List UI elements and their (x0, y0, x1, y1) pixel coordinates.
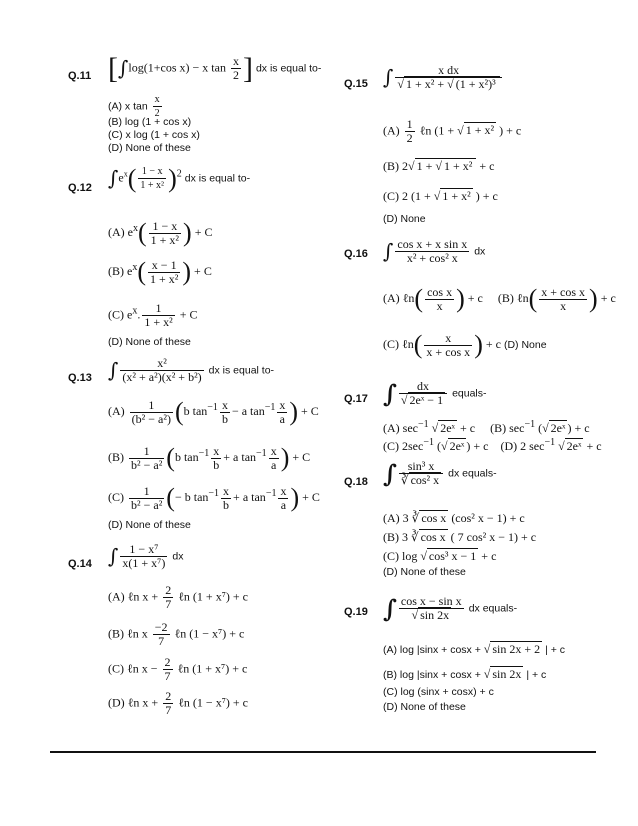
option-a: (A) 3 ∛ cos x (cos² x − 1) + c (383, 511, 525, 525)
question-number: Q.19 (344, 606, 368, 618)
question-tail: dx is equal to- (184, 172, 251, 185)
option-a: (A) $e^x$( $\frac{1 - x}{\text{1 + x²}}$ ) + C (108, 218, 213, 247)
option-a: (A) log |sinx + cosx + √ sin 2x + 2 | + c (383, 642, 566, 656)
option-d: (D) None of these (383, 566, 466, 578)
question-16-expression: ∫ $\frac{\text{cos x + x sin x}}{\text{x² + cos² x}}$ dx (383, 237, 486, 265)
question-19-expression: ∫ $\frac{\text{cos x − sin x}}{√ \sin 2x}$ dx equals- (383, 594, 518, 623)
question-number: Q.12 (68, 182, 92, 194)
option-d: (D) None of these (383, 701, 466, 713)
option-label: (B) log |sinx + cosx + (383, 669, 481, 681)
question-tail: dx (172, 550, 184, 563)
question-number: Q.16 (344, 248, 368, 260)
option-d: (D) None (503, 338, 547, 351)
option-c: (C) x log (1 + cos x) (108, 129, 200, 141)
option-b: (B) 3 ∛ cos x ( 7 cos² x − 1) + c (383, 530, 537, 544)
question-17-expression: ∫ $\frac{dx}{\text{√ 2eˣ − 1}}$ equals- (383, 379, 487, 408)
option-d: (D) None of these (108, 142, 191, 154)
question-number: Q.14 (68, 558, 92, 570)
question-11-expression: [∫log(1+cos x) − x tan $\frac{x}{2}$ ] dx is equal to- (108, 52, 322, 85)
option-c: (C) log √ cos³ x − 1 + c (383, 549, 497, 563)
option-label: (A) x tan (108, 100, 148, 113)
question-number: Q.18 (344, 476, 368, 488)
option-a: (A) x tan $\frac{x}{2}$ (108, 94, 160, 119)
option-tail: | + c (526, 669, 547, 681)
option-c: (C) ℓn( $\frac{x}{\text{x + cos x}}$ ) + c (D) None (383, 330, 547, 359)
question-tail: equals- (452, 387, 487, 400)
question-tail: dx is equal to- (255, 62, 322, 75)
expr-text: log(1+cos x) − x tan (128, 60, 226, 75)
question-number: Q.11 (68, 70, 92, 82)
question-13-expression: ∫ $\frac{\text{x²}}{\text{(x² + a²)(x² + b²)}}$ dx is equal to- (108, 356, 275, 384)
question-tail: dx (474, 245, 486, 258)
option-a: (A) ℓn x + $\frac{2}{7}$ ℓn (1 + x⁷) + c (108, 583, 248, 611)
option-b: (B) 2√ 1 + √ 1 + x² + c (383, 159, 495, 173)
question-15-expression: ∫ $\frac{\text{x dx}}{\text{√ 1 + x² + √ (1 + x²)³}}$ (383, 64, 504, 91)
option-d: (D) ℓn x + $\frac{2}{7}$ ℓn (1 − x⁷) + c (108, 689, 248, 717)
question-number: Q.15 (344, 78, 368, 90)
option-c: (C) ℓn x − $\frac{2}{7}$ ℓn (1 + x⁷) + c (108, 655, 248, 683)
question-12-expression: $\int e^x$( $\frac{1 - x}{\text{1 + x²}}$ )$^2$ dx is equal to- (108, 164, 251, 193)
option-a: (A) ℓn( $\frac{\text{cos x}}{x}$ ) + c (B) ℓn( $\frac{\text{x + cos x}}{x}$ ) + c (383, 284, 616, 313)
option-tail: | + c (545, 644, 566, 656)
option-c: (C) 2 (1 + √ 1 + x² ) + c (383, 189, 498, 203)
option-d: (D) None (383, 213, 426, 225)
question-number: Q.13 (68, 372, 92, 384)
question-18-expression: ∫ $\frac{\text{sin³ x}}{\text{∛ cos² x}}$ dx equals- (383, 459, 497, 488)
option-b: (B) ℓn x $\frac{-2}{7}$ ℓn (1 − x⁷) + c (108, 620, 245, 648)
option-c: (C) $\frac{1}{\text{b² − a²}}$ (− b $\tan^{-1}$ $\frac{x}{b}$ + a $\tan^{-1}$ $\frac{x}{a}$ ) + C (108, 483, 320, 512)
option-b: (B) $e^x$( $\frac{x - 1}{\text{1 + x²}}$ ) + C (108, 257, 212, 286)
question-tail: dx equals- (468, 602, 518, 615)
option-c: (C) log (sinx + cosx) + c (383, 686, 494, 698)
option-label: (A) log |sinx + cosx + (383, 644, 481, 656)
option-d: (D) None of these (108, 336, 191, 348)
option-a: (A) $\sec^{-1}$ √ 2eˣ + c (B) $\sec^{-1}$ (√ 2eˣ ) + c (383, 419, 590, 435)
option-a: (A) $\frac{1}{\text{(b² − a²)}}$ (b $\tan^{-1}$ $\frac{x}{b}$ − a $\tan^{-1}$ $\frac{x}{a}$ ) + C (108, 397, 319, 426)
option-b: (B) $\frac{1}{\text{b² − a²}}$ (b $\tan^{-1}$ $\frac{x}{b}$ + a $\tan^{-1}$ $\frac{x}{a}$ ) + C (108, 443, 311, 472)
page-divider (50, 751, 596, 753)
option-c: (C) $e^x$. $\frac{1}{\text{1 + x²}}$ + C (108, 301, 198, 329)
option-b: (B) log (1 + cos x) (108, 116, 192, 128)
question-tail: dx is equal to- (208, 364, 275, 377)
question-number: Q.17 (344, 393, 368, 405)
option-c: (C) $2\sec^{-1}$ (√ 2eˣ ) + c (D) 2 $\sec^{-1}$ √ 2eˣ + c (383, 437, 602, 453)
question-14-expression: ∫ $\frac{\text{1 − x⁷}}{\text{x(1 + x⁷)}}$ dx (108, 542, 184, 570)
option-b: (B) log |sinx + cosx + √ sin 2x | + c (383, 667, 547, 681)
question-tail: dx equals- (448, 467, 497, 480)
option-a: (A) $\frac{1}{2}$ ℓn (1 + √ 1 + x² ) + c (383, 117, 522, 145)
option-d: (D) None of these (108, 519, 191, 531)
